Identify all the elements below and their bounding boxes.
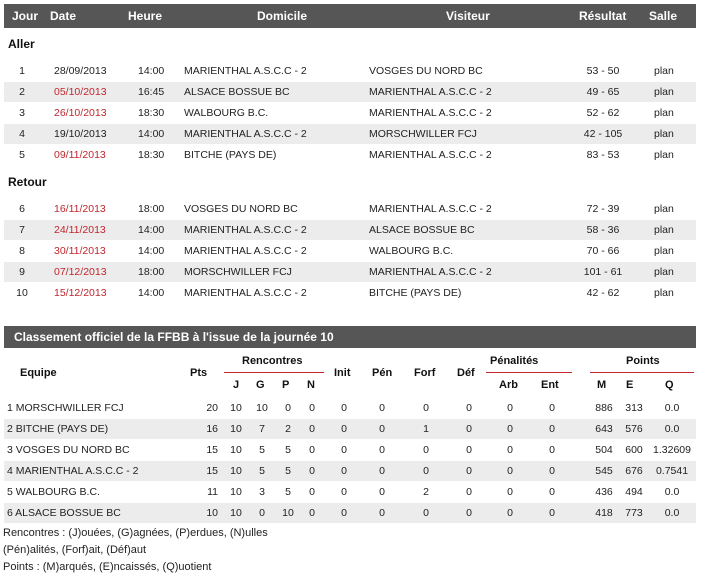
standings-e: 676 (625, 465, 643, 477)
section-title: Aller (8, 37, 35, 51)
match-row (4, 124, 696, 144)
match-domicile: VOSGES DU NORD BC (184, 203, 298, 215)
standings-init: 0 (341, 465, 347, 477)
standings-q: 0.0 (664, 486, 680, 498)
match-date: 26/10/2013 (54, 107, 107, 119)
match-heure: 18:30 (138, 149, 165, 161)
standings-n: 0 (309, 486, 315, 498)
match-heure: 18:30 (138, 107, 165, 119)
standings-q: 0.0 (664, 402, 680, 414)
standings-m: 418 (595, 507, 613, 519)
match-jour: 5 (19, 149, 25, 161)
match-domicile: MARIENTHAL A.S.C.C - 2 (184, 287, 307, 299)
standings-pts: 11 (207, 486, 218, 498)
standings-pts: 20 (206, 402, 218, 414)
standings-init: 0 (341, 444, 347, 456)
standings-m: 545 (595, 465, 613, 477)
standings-arb: 0 (507, 423, 513, 435)
match-visiteur: MORSCHWILLER FCJ (369, 128, 477, 140)
standings-pts: 10 (206, 507, 218, 519)
standings-j: 10 (230, 423, 242, 435)
match-visiteur: MARIENTHAL A.S.C.C - 2 (369, 107, 492, 119)
col-arb: Arb (499, 379, 518, 391)
standings-p: 5 (285, 444, 291, 456)
match-date: 05/10/2013 (54, 86, 107, 98)
col-g: G (256, 379, 265, 391)
standings-j: 10 (230, 444, 242, 456)
standings-equipe: 2 BITCHE (PAYS DE) (7, 423, 109, 435)
standings-row (4, 398, 696, 418)
match-resultat: 72 - 39 (586, 203, 620, 215)
col-q: Q (665, 379, 674, 391)
match-date: 15/12/2013 (54, 287, 107, 299)
match-jour: 2 (19, 86, 25, 98)
standings-g: 5 (259, 444, 265, 456)
standings-init: 0 (341, 423, 347, 435)
match-date: 19/10/2013 (54, 128, 107, 140)
standings-g: 7 (259, 423, 265, 435)
standings-def: 0 (466, 423, 472, 435)
standings-m: 436 (595, 486, 613, 498)
standings-pen: 0 (379, 507, 385, 519)
col-jour: Jour (12, 9, 39, 23)
match-salle[interactable]: plan (654, 107, 674, 119)
standings-m: 504 (595, 444, 613, 456)
match-resultat: 42 - 105 (583, 128, 623, 140)
match-domicile: ALSACE BOSSUE BC (184, 86, 290, 98)
standings-n: 0 (309, 402, 315, 414)
standings-m: 886 (595, 402, 613, 414)
standings-equipe: 6 ALSACE BOSSUE BC (7, 507, 121, 519)
col-j: J (233, 379, 240, 391)
match-resultat: 42 - 62 (586, 287, 620, 299)
col-date: Date (50, 9, 77, 23)
col-n: N (307, 379, 315, 391)
match-heure: 14:00 (138, 245, 165, 257)
standings-equipe: 1 MORSCHWILLER FCJ (7, 402, 124, 414)
standings-arb: 0 (507, 465, 513, 477)
col-e: E (626, 379, 634, 391)
match-salle[interactable]: plan (654, 266, 674, 278)
col-equipe: Equipe (20, 367, 57, 379)
standings-row (4, 419, 696, 439)
match-salle[interactable]: plan (654, 149, 674, 161)
standings-forf: 2 (423, 486, 429, 498)
standings-row (4, 461, 696, 481)
match-row (4, 199, 696, 219)
match-visiteur: BITCHE (PAYS DE) (369, 287, 462, 299)
match-domicile: BITCHE (PAYS DE) (184, 149, 277, 161)
match-visiteur: MARIENTHAL A.S.C.C - 2 (369, 149, 492, 161)
match-domicile: MARIENTHAL A.S.C.C - 2 (184, 65, 307, 77)
penalites-underline (486, 372, 572, 373)
section-title: Retour (8, 175, 47, 189)
rencontres-underline (224, 372, 324, 373)
standings-forf: 0 (423, 465, 429, 477)
standings-title: Classement officiel de la FFBB à l'issue de la journée 10 (14, 330, 334, 344)
col-p: P (282, 379, 290, 391)
match-date: 24/11/2013 (54, 224, 106, 236)
match-domicile: MARIENTHAL A.S.C.C - 2 (184, 245, 307, 257)
match-domicile: MORSCHWILLER FCJ (184, 266, 292, 278)
match-salle[interactable]: plan (654, 203, 674, 215)
match-row (4, 61, 696, 81)
match-visiteur: VOSGES DU NORD BC (369, 65, 483, 77)
standings-pts: 16 (206, 423, 218, 435)
match-visiteur: MARIENTHAL A.S.C.C - 2 (369, 86, 492, 98)
standings-ent: 0 (549, 486, 555, 498)
standings-arb: 0 (507, 444, 513, 456)
standings-forf: 0 (423, 444, 429, 456)
col-m: M (597, 379, 607, 391)
standings-forf: 1 (423, 423, 429, 435)
standings-pts: 15 (206, 465, 218, 477)
col-pen: Pén (372, 367, 393, 379)
match-row (4, 262, 696, 282)
match-heure: 18:00 (138, 203, 165, 215)
col-ent: Ent (541, 379, 559, 391)
standings-q: 0.0 (664, 423, 680, 435)
match-resultat: 53 - 50 (586, 65, 620, 77)
group-penalites: Pénalités (490, 355, 539, 367)
standings-def: 0 (466, 507, 472, 519)
standings-ent: 0 (549, 444, 555, 456)
col-visiteur: Visiteur (446, 9, 490, 23)
standings-pen: 0 (379, 444, 385, 456)
standings-p: 2 (285, 423, 291, 435)
standings-arb: 0 (507, 507, 513, 519)
match-jour: 8 (19, 245, 25, 257)
standings-arb: 0 (507, 402, 513, 414)
match-row (4, 220, 696, 240)
standings-g: 0 (259, 507, 265, 519)
legend-line: (Pén)alités, (Forf)ait, (Déf)aut (3, 544, 147, 556)
match-domicile: MARIENTHAL A.S.C.C - 2 (184, 224, 307, 236)
match-row (4, 103, 696, 123)
standings-e: 773 (625, 507, 643, 519)
col-resultat: Résultat (579, 9, 627, 23)
standings-m: 643 (595, 423, 613, 435)
match-row (4, 283, 696, 303)
match-resultat: 83 - 53 (586, 149, 620, 161)
match-jour: 7 (19, 224, 25, 236)
standings-init: 0 (341, 507, 347, 519)
match-salle[interactable]: plan (654, 65, 674, 77)
match-domicile: WALBOURG B.C. (184, 107, 269, 119)
standings-def: 0 (466, 465, 472, 477)
standings-equipe: 4 MARIENTHAL A.S.C.C - 2 (7, 465, 139, 477)
match-jour: 6 (19, 203, 25, 215)
standings-q: 0.0 (664, 507, 680, 519)
standings-equipe: 5 WALBOURG B.C. (7, 486, 100, 498)
match-salle[interactable]: plan (654, 224, 674, 236)
match-heure: 14:00 (138, 128, 165, 140)
col-def: Déf (457, 367, 475, 379)
col-domicile: Domicile (257, 9, 308, 23)
standings-pen: 0 (379, 423, 385, 435)
match-resultat: 52 - 62 (586, 107, 620, 119)
match-visiteur: WALBOURG B.C. (369, 245, 454, 257)
col-init: Init (334, 367, 351, 379)
standings-row (4, 440, 696, 460)
match-salle[interactable]: plan (654, 287, 674, 299)
standings-def: 0 (466, 444, 472, 456)
points-underline (590, 372, 694, 373)
standings-j: 10 (230, 486, 242, 498)
col-forf: Forf (414, 367, 436, 379)
match-jour: 4 (19, 128, 25, 140)
col-pts: Pts (190, 367, 208, 379)
standings-forf: 0 (423, 507, 429, 519)
standings-row (4, 503, 696, 523)
match-salle[interactable]: plan (654, 128, 674, 140)
standings-e: 576 (625, 423, 643, 435)
standings-pen: 0 (379, 486, 385, 498)
standings-equipe: 3 VOSGES DU NORD BC (7, 444, 130, 456)
group-rencontres: Rencontres (242, 355, 303, 367)
match-date: 30/11/2013 (54, 245, 106, 257)
standings-n: 0 (309, 465, 315, 477)
standings-p: 10 (282, 507, 294, 519)
match-row (4, 145, 696, 165)
match-visiteur: MARIENTHAL A.S.C.C - 2 (369, 266, 492, 278)
standings-arb: 0 (507, 486, 513, 498)
standings-p: 0 (285, 402, 291, 414)
col-heure: Heure (128, 9, 163, 23)
standings-e: 600 (625, 444, 643, 456)
match-heure: 14:00 (138, 65, 165, 77)
legend-line: Points : (M)arqués, (E)ncaissés, (Q)uotient (3, 561, 212, 573)
calendar-header (4, 4, 696, 28)
match-row (4, 82, 696, 102)
standings-pen: 0 (379, 465, 385, 477)
standings-p: 5 (285, 486, 291, 498)
standings-pen: 0 (379, 402, 385, 414)
standings-e: 313 (625, 402, 643, 414)
standings-init: 0 (341, 402, 347, 414)
standings-q: 0.7541 (655, 465, 689, 477)
standings-def: 0 (466, 402, 472, 414)
standings-n: 0 (309, 507, 315, 519)
standings-j: 10 (230, 507, 242, 519)
standings-ent: 0 (549, 423, 555, 435)
standings-n: 0 (309, 423, 315, 435)
standings-e: 494 (625, 486, 643, 498)
match-jour: 1 (19, 65, 25, 77)
match-resultat: 58 - 36 (586, 224, 620, 236)
standings-ent: 0 (549, 465, 555, 477)
match-heure: 14:00 (138, 287, 165, 299)
standings-pts: 15 (206, 444, 218, 456)
standings-j: 10 (230, 402, 242, 414)
match-resultat: 101 - 61 (583, 266, 623, 278)
group-points: Points (626, 355, 660, 367)
match-date: 09/11/2013 (54, 149, 106, 161)
match-domicile: MARIENTHAL A.S.C.C - 2 (184, 128, 307, 140)
match-date: 28/09/2013 (54, 65, 107, 77)
standings-init: 0 (341, 486, 347, 498)
match-heure: 18:00 (138, 266, 165, 278)
match-heure: 16:45 (138, 86, 165, 98)
standings-g: 10 (256, 402, 268, 414)
match-jour: 10 (16, 287, 28, 299)
legend-line: Rencontres : (J)ouées, (G)agnées, (P)erdues, (N)ulles (3, 527, 268, 539)
match-row (4, 241, 696, 261)
match-salle[interactable]: plan (654, 86, 674, 98)
standings-row (4, 482, 696, 502)
standings-q: 1.32609 (653, 444, 691, 456)
standings-ent: 0 (549, 507, 555, 519)
standings-p: 5 (285, 465, 291, 477)
match-salle[interactable]: plan (654, 245, 674, 257)
standings-forf: 0 (423, 402, 429, 414)
match-heure: 14:00 (138, 224, 165, 236)
match-resultat: 49 - 65 (586, 86, 620, 98)
match-date: 07/12/2013 (54, 266, 107, 278)
standings-n: 0 (309, 444, 315, 456)
standings-title-bar (4, 326, 696, 348)
match-visiteur: MARIENTHAL A.S.C.C - 2 (369, 203, 492, 215)
standings-g: 5 (259, 465, 265, 477)
standings-j: 10 (230, 465, 242, 477)
standings-def: 0 (466, 486, 472, 498)
match-date: 16/11/2013 (54, 203, 106, 215)
match-jour: 9 (19, 266, 25, 278)
col-salle: Salle (649, 9, 678, 23)
match-jour: 3 (19, 107, 25, 119)
match-visiteur: ALSACE BOSSUE BC (369, 224, 475, 236)
match-resultat: 70 - 66 (586, 245, 620, 257)
standings-ent: 0 (549, 402, 555, 414)
standings-g: 3 (259, 486, 265, 498)
